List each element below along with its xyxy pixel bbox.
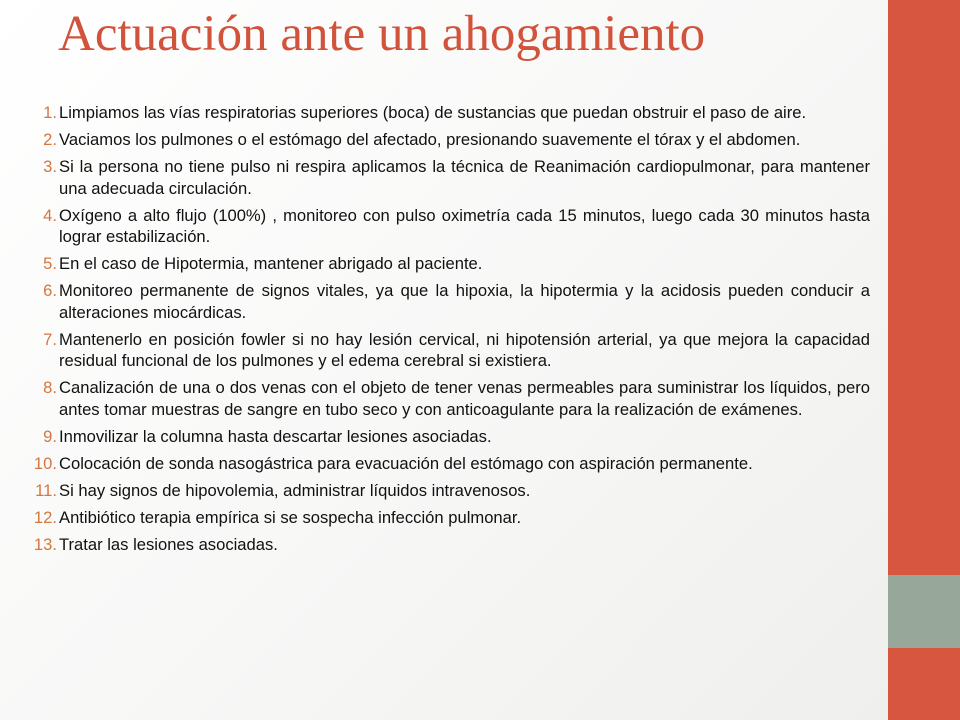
step-text: Colocación de sonda nasogástrica para evacuación del estómago con aspiración permanente.	[59, 453, 753, 473]
list-item	[12, 426, 870, 448]
step-text: Monitoreo permanente de signos vitales, ya que la hipoxia, la hipotermia y la acidosis pueden conducir a alteraciones miocárdicas.	[59, 281, 870, 322]
steps-list	[12, 102, 870, 561]
step-number: 12.	[33, 507, 57, 527]
step-number: 9.	[43, 426, 57, 446]
list-item	[12, 102, 870, 124]
step-text: Inmovilizar la columna hasta descartar lesiones asociadas.	[59, 426, 492, 446]
step-number: 13.	[33, 534, 57, 554]
step-text: Si la persona no tiene pulso ni respira aplicamos la técnica de Reanimación cardiopulmonar, para mantener una adecuada circulación.	[59, 157, 870, 198]
list-item	[12, 205, 870, 248]
step-number: 5.	[43, 254, 57, 273]
list-item	[12, 377, 870, 420]
step-number: 2.	[43, 130, 57, 149]
step-text: Antibiótico terapia empírica si se sospecha infección pulmonar.	[59, 507, 522, 527]
step-text: Limpiamos las vías respiratorias superiores (boca) de sustancias que puedan obstruir el paso de aire.	[59, 103, 807, 122]
step-number: 1.	[43, 103, 57, 122]
list-item	[12, 480, 870, 502]
step-number: 10.	[33, 453, 57, 473]
side-bar-red-bottom	[888, 648, 960, 720]
side-bar-red-top	[888, 0, 960, 575]
list-item	[12, 253, 870, 275]
step-text: Vaciamos los pulmones o el estómago del afectado, presionando suavemente el tórax y el abdomen.	[59, 130, 801, 149]
list-item	[12, 329, 870, 372]
step-number: 4.	[43, 205, 57, 225]
step-text: Canalización de una o dos venas con el objeto de tener venas permeables para suministrar los líquidos, pero antes tomar muestras de sangre en tubo seco y con anticoagulante para la realización de exámenes.	[59, 378, 870, 419]
list-item	[12, 280, 870, 323]
step-text: Si hay signos de hipovolemia, administrar líquidos intravenosos.	[59, 480, 531, 500]
step-text: Mantenerlo en posición fowler si no hay lesión cervical, ni hipotensión arterial, ya que mejora la capacidad residual funcional de los pulmones y el edema cerebral si existiera.	[59, 329, 870, 370]
step-number: 6.	[43, 281, 57, 300]
step-text: Tratar las lesiones asociadas.	[59, 534, 278, 554]
list-item	[12, 534, 870, 556]
step-number: 3.	[43, 157, 57, 176]
side-bar-sage	[888, 575, 960, 648]
page-title: Actuación ante un ahogamiento	[58, 6, 706, 62]
list-item	[12, 156, 870, 199]
step-text: Oxígeno a alto flujo (100%) , monitoreo con pulso oximetría cada 15 minutos, luego cada 30 minutos hasta lograr estabilización.	[59, 205, 870, 246]
step-text: En el caso de Hipotermia, mantener abrigado al paciente.	[59, 254, 483, 273]
list-item	[12, 129, 870, 151]
step-number: 11.	[35, 480, 57, 500]
list-item	[12, 507, 870, 529]
list-item	[12, 453, 870, 475]
step-number: 7.	[43, 329, 57, 349]
step-number: 8.	[43, 378, 57, 397]
